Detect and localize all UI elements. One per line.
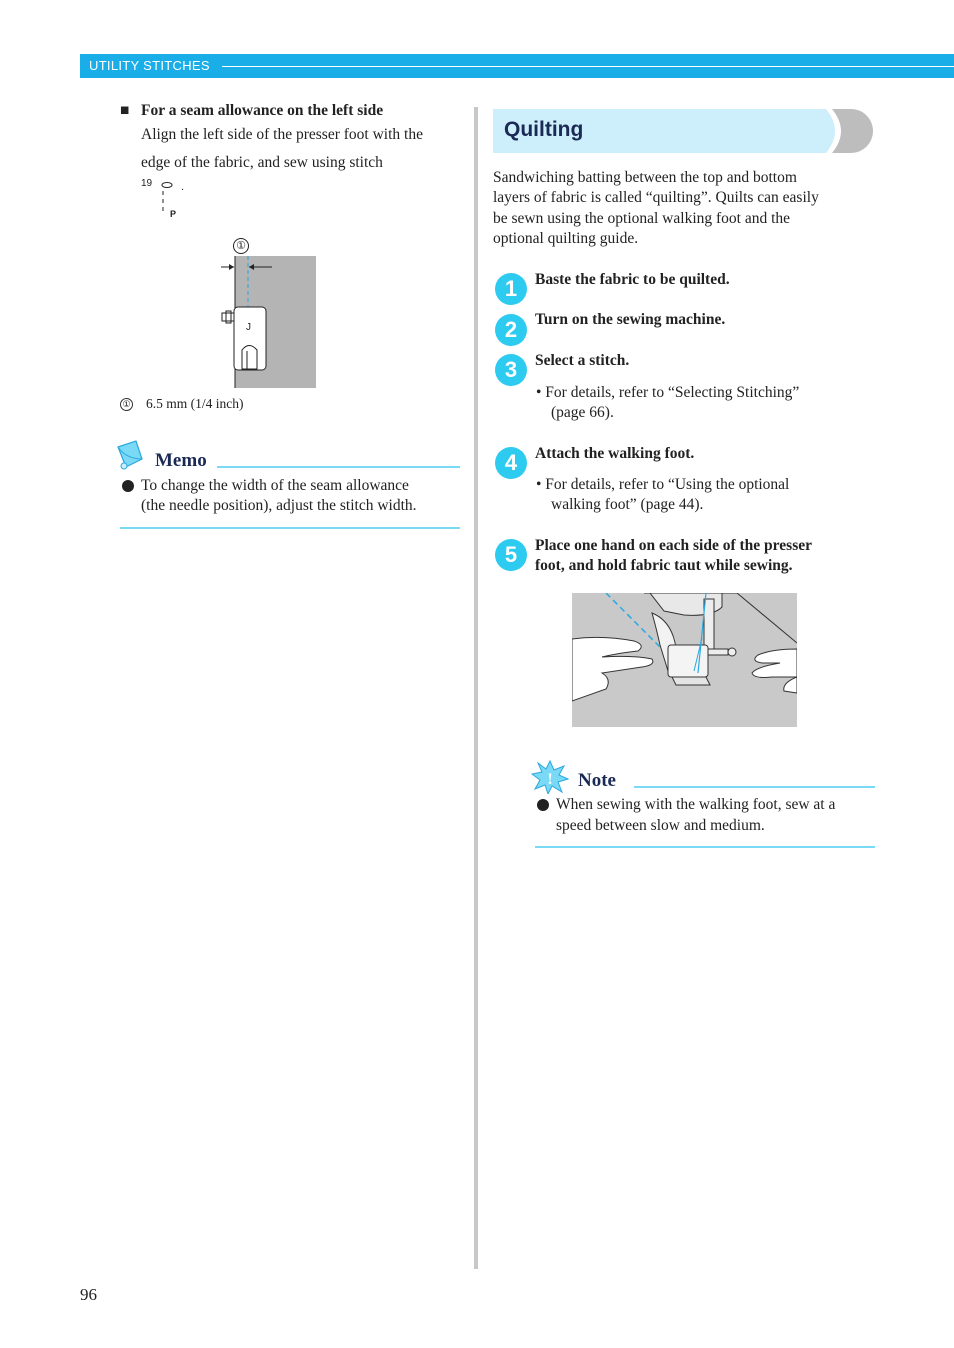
subheading: For a seam allowance on the left side — [141, 102, 384, 119]
legend-text: 6.5 mm (1/4 inch) — [146, 396, 244, 411]
step-detail: • For details, refer to “Using the optional — [536, 476, 790, 493]
note-end-rule — [535, 846, 875, 848]
intro-line: layers of fabric is called “quilting”. Quilts can easily — [493, 189, 819, 206]
page-number: 96 — [80, 1285, 97, 1304]
step-text: Place one hand on each side of the presser — [535, 537, 812, 554]
memo-text: (the needle position), adjust the stitch width. — [141, 497, 417, 514]
memo-rule — [217, 466, 460, 468]
step-number: 4 — [495, 447, 527, 479]
step-text: foot, and hold fabric taut while sewing. — [535, 557, 793, 574]
memo-bullet — [122, 480, 134, 492]
intro-line: optional quilting guide. — [493, 230, 639, 247]
note-icon — [531, 760, 569, 794]
section-header: UTILITY STITCHES — [89, 58, 210, 73]
column-divider — [474, 107, 478, 1269]
memo-end-rule — [120, 527, 460, 529]
paragraph-line: Align the left side of the presser foot with the — [141, 126, 423, 143]
step-number: 2 — [495, 314, 527, 346]
intro-line: Sandwiching batting between the top and bottom — [493, 169, 797, 186]
stitch-code: P — [170, 209, 177, 219]
legend-marker: ① — [120, 398, 133, 411]
memo-title: Memo — [155, 450, 207, 471]
section-title-tab — [818, 109, 873, 153]
header-rule — [222, 66, 954, 67]
stitch-number: 19 — [141, 178, 153, 189]
section-title: Quilting — [504, 118, 584, 141]
step-text: Turn on the sewing machine. — [535, 311, 726, 328]
step-number: 5 — [495, 539, 527, 571]
note-text: When sewing with the walking foot, sew at a — [556, 796, 836, 813]
step-number: 3 — [495, 354, 527, 386]
quilting-illustration — [572, 593, 797, 727]
note-text: speed between slow and medium. — [556, 817, 765, 834]
step-text: Baste the fabric to be quilted. — [535, 271, 730, 288]
step-text: Select a stitch. — [535, 352, 630, 369]
memo-icon — [114, 439, 148, 471]
subheading-marker: ■ — [120, 102, 130, 119]
note-rule — [634, 786, 875, 788]
svg-text:!: ! — [547, 772, 554, 788]
note-title: Note — [578, 770, 616, 791]
intro-line: be sewn using the optional walking foot and the — [493, 210, 791, 227]
step-number: 1 — [495, 273, 527, 305]
step-detail: • For details, refer to “Selecting Stitching” — [536, 384, 800, 401]
figure-callout: ① — [233, 238, 249, 254]
stitch-period: . — [181, 181, 185, 193]
note-bullet — [537, 799, 549, 811]
seam-allowance-figure — [215, 255, 320, 390]
step-text: Attach the walking foot. — [535, 445, 695, 462]
step-detail: (page 66). — [551, 404, 614, 421]
foot-letter: J — [246, 322, 251, 333]
memo-text: To change the width of the seam allowance — [141, 477, 409, 494]
paragraph-line: edge of the fabric, and sew using stitch — [141, 154, 383, 171]
step-detail: walking foot” (page 44). — [551, 496, 704, 513]
